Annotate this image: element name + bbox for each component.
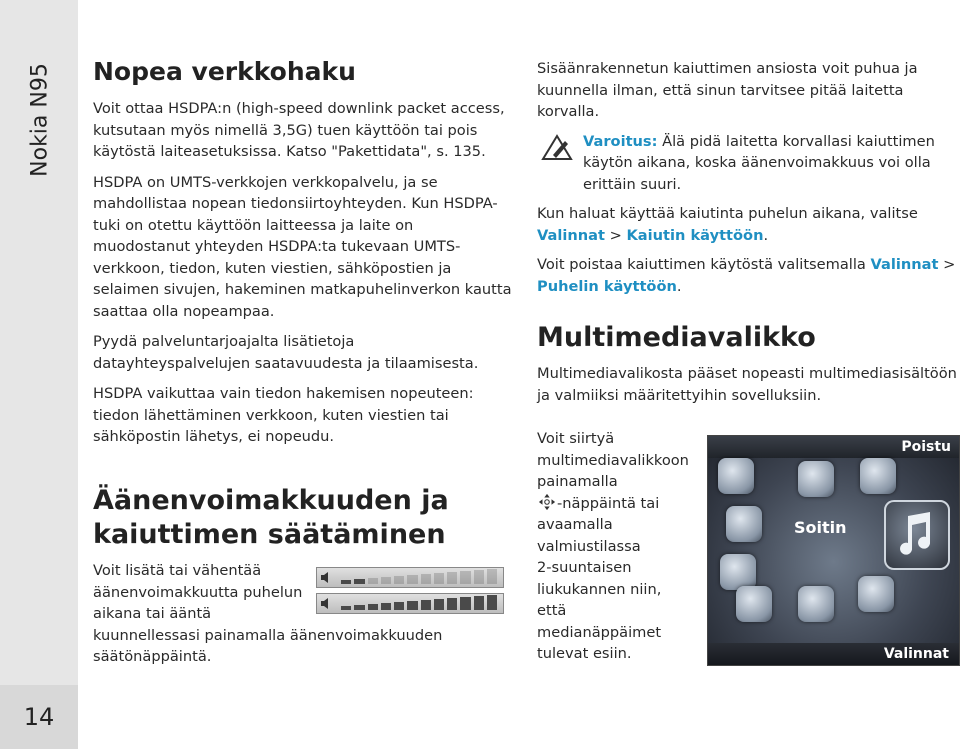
volume-tick [341,580,351,584]
volume-tick [394,602,404,610]
separator: > [604,226,627,244]
multimedia-key-icon [537,493,557,511]
sidebar [0,0,78,749]
map-icon [736,586,772,622]
section-title-volume-line1: Äänenvoimakkuuden ja [93,485,449,516]
section-title-nopea-verkkohaku: Nopea verkkohaku [93,57,356,86]
paragraph-line: Voit siirtyä [537,430,615,447]
speaker-icon [320,597,334,610]
volume-tick [421,600,431,610]
volume-tick [421,574,431,584]
paragraph-line: tulevat esiin. [537,645,632,662]
softkey-poistu: Poistu [901,439,951,455]
photos-icon [860,458,896,494]
volume-bar-low [316,567,504,588]
video-icon [720,554,756,590]
volume-tick [487,569,497,584]
separator: > [938,256,956,273]
volume-tick [407,601,417,610]
paragraph: Pyydä palveluntarjoajalta lisätietoja datayhteyspalvelujen saatavuudesta ja tilaamisesta. [93,333,479,372]
volume-tick [474,570,484,584]
page-number: 14 [0,685,78,749]
paragraph-line: avaamalla [537,516,613,533]
menu-link-valinnat: Valinnat [870,256,939,273]
paragraph-line [537,493,702,515]
radio-icon [858,576,894,612]
volume-tick [354,579,364,584]
volume-tick [474,596,484,610]
volume-level-ticks [341,597,497,610]
center-label: Soitin [794,518,847,537]
volume-bar-high [316,593,504,614]
paragraph: HSDPA vaikuttaa vain tiedon hakemisen nopeuteen: tiedon lähettäminen verkkoon, kuten viestien tai sähköpostin lähetys, ei nopeudu. [93,385,474,445]
menu-link-puhelin-kayttoon: Puhelin käyttöön [537,277,677,295]
brand-label-container [10,60,70,180]
menu-link-valinnat: Valinnat [537,226,605,244]
paragraph-line: Voit lisätä tai vähentää [93,562,262,579]
volume-tick [381,577,391,584]
volume-tick [434,573,444,584]
text: . [676,277,682,295]
section-title-volume-line2: kaiuttimen säätäminen [93,519,446,550]
paragraph [537,254,957,297]
paragraph-line: liukukannen niin, [537,580,662,598]
paragraph-line: multimediavalikkoon [537,451,689,469]
music-note-icon [886,502,948,568]
multimedia-instructions [537,428,702,665]
volume-tick [487,595,497,610]
paragraph: Voit ottaa HSDPA:n (high-speed downlink packet access, kutsutaan myös nimellä 3,5G) tuen käyttöön tai pois käytöstä laiteasetuksissa. Katso "Pakettidata", s. 135. [93,100,505,160]
paragraph-line: kuunnellessasi painamalla äänenvoimakkuuden [93,626,443,644]
paragraph: Multimediavalikosta pääset nopeasti multimediasisältöön ja valmiiksi määritettyihin sovelluksiin. [537,365,957,404]
paragraph-line: äänenvoimakkuutta puhelun [93,583,303,601]
music-player-icon [884,500,950,570]
paragraph-line: aikana tai ääntä [93,605,212,622]
volume-tick [447,598,457,610]
paragraph-line: valmiustilassa [537,537,641,555]
warning-text [583,131,957,196]
volume-tick [460,571,470,584]
section-title-multimediavalikko: Multimediavalikko [537,322,816,353]
volume-tick [447,572,457,584]
volume-tick [341,606,351,610]
text: Voit poistaa kaiuttimen käytöstä valitsemalla [537,256,871,273]
gallery-icon [718,458,754,494]
right-column [537,58,957,406]
camera-icon [798,461,834,497]
brand-label: Nokia N95 [27,63,53,177]
film-icon [798,586,834,622]
paragraph-line: 2-suuntaisen [537,559,632,576]
speaker-icon [320,571,334,584]
text: Kun haluat käyttää kaiutinta puhelun aikana, valitse [537,205,918,222]
softkey-valinnat: Valinnat [883,646,949,662]
volume-tick [381,603,391,610]
menu-link-kaiutin-kayttoon: Kaiutin käyttöön [626,226,764,244]
paragraph-line: medianäppäimet [537,623,662,641]
paragraph-line: että [537,602,567,619]
warning-body: Älä pidä laitetta korvallasi kaiuttimen käytön aikana, koska äänenvoimakkuus voi olla erittäin suuri. [583,132,935,193]
volume-tick [368,578,378,584]
volume-tick [394,576,404,584]
volume-tick [354,605,364,610]
paragraph [537,203,957,246]
volume-section-heading [93,484,513,552]
text: -näppäintä tai [557,494,660,512]
warning-block [537,131,957,196]
warning-icon [539,133,575,161]
volume-tick [407,575,417,584]
puzzle-icon [726,506,762,542]
left-column [93,56,513,448]
volume-tick [368,604,378,610]
volume-level-ticks [341,571,497,584]
paragraph-line: säätönäppäintä. [93,648,212,665]
multimedia-menu-screenshot [707,435,960,666]
paragraph: HSDPA on UMTS-verkkojen verkkopalvelu, ja se mahdollistaa nopean tiedonsiirtoyhteyden. Kun HSDPA-tuki on otettu käyttöön laitteessa ja laite on muodostanut yhteyden HSDPA:ta tukevaan UMTS-verkkoon, tiedon, kuten viestien, sähköpostien ja selaimen sivujen, hakeminen matkapuhelinverkon kautta saattaa olla nopeampaa. [93,173,512,320]
volume-tick [460,597,470,610]
warning-label: Varoitus: [583,132,658,150]
volume-tick [434,599,444,610]
paragraph: Sisäänrakennetun kaiuttimen ansiosta voit puhua ja kuunnella ilman, että sinun tarvitsee pitää laitetta korvalla. [537,60,918,120]
text: . [763,226,769,244]
paragraph-line: painamalla [537,473,618,490]
